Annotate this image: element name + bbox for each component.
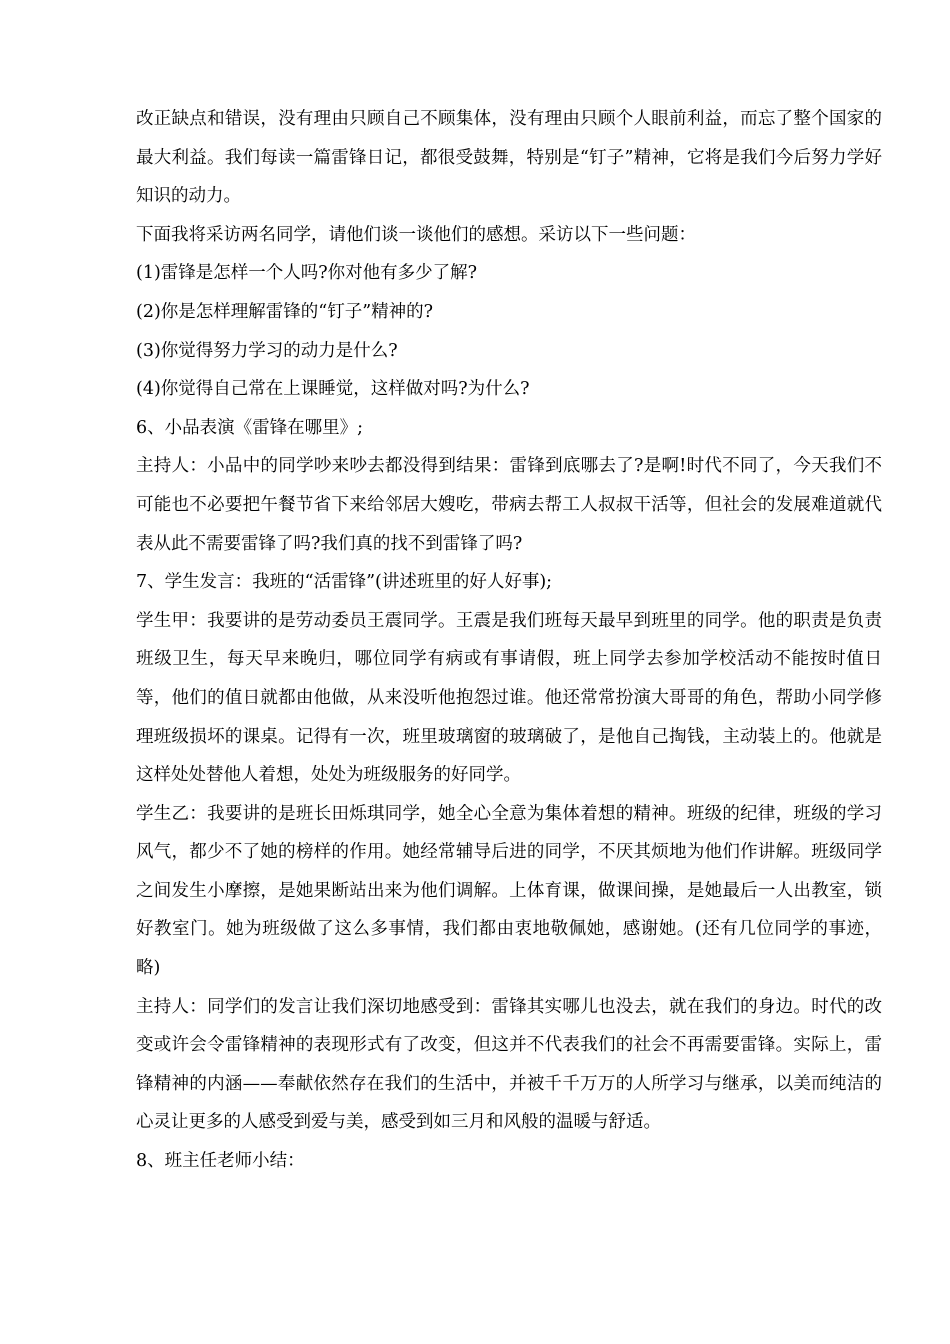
paragraph-host-2: 主持人：同学们的发言让我们深切地感受到：雷锋其实哪儿也没去，就在我们的身边。时代的改变或许会令雷锋精神的表现形式有了改变，但这并不代表我们的社会不再需要雷锋。实际上，雷锋精神的内涵——奉献依然存在我们的生活中，并被千千万万的人所学习与继承，以美而纯洁的心灵让更多的人感受到爱与美，感受到如三月和风般的温暖与舒适。 [136, 996, 882, 1133]
question-4: (4)你觉得自己常在上课睡觉，这样做对吗?为什么? [136, 379, 530, 400]
question-3: (3)你觉得努力学习的动力是什么? [136, 340, 398, 361]
paragraph-continuation: 改正缺点和错误，没有理由只顾自己不顾集体，没有理由只顾个人眼前利益，而忘了整个国家的最大利益。我们每读一篇雷锋日记，都很受鼓舞，特别是“钉子”精神，它将是我们今后努力学好知识的动力。 [136, 109, 882, 207]
question-2: (2)你是怎样理解雷锋的“钉子”精神的? [136, 301, 434, 322]
section-6-heading: 6、小品表演《雷锋在哪里》; [136, 417, 364, 438]
paragraph-student-a: 学生甲：我要讲的是劳动委员王震同学。王震是我们班每天最早到班里的同学。他的职责是负责班级卫生，每天早来晚归，哪位同学有病或有事请假，班上同学去参加学校活动不能按时值日等，他们的值日就都由他做，从来没听他抱怨过谁。他还常常扮演大哥哥的角色，帮助小同学修理班级损坏的课桌。记得有一次，班里玻璃窗的玻璃破了，是他自己掏钱，主动装上的。他就是这样处处替他人着想，处处为班级服务的好同学。 [136, 610, 882, 786]
question-1: (1)雷锋是怎样一个人吗?你对他有多少了解? [136, 263, 478, 284]
paragraph-student-b: 学生乙：我要讲的是班长田烁琪同学，她全心全意为集体着想的精神。班级的纪律，班级的学习风气，都少不了她的榜样的作用。她经常辅导后进的同学，不厌其烦地为他们作讲解。班级同学之间发生小摩擦，是她果断站出来为他们调解。上体育课，做课间操，是她最后一人出教室，锁好教室门。她为班级做了这么多事情，我们都由衷地敬佩她，感谢她。(还有几位同学的事迹，略) [136, 803, 882, 979]
section-7-heading: 7、学生发言：我班的“活雷锋”(讲述班里的好人好事); [136, 572, 553, 593]
document-page [136, 100, 882, 1181]
paragraph-host-1: 主持人：小品中的同学吵来吵去都没得到结果：雷锋到底哪去了?是啊!时代不同了，今天我们不可能也不必要把午餐节省下来给邻居大嫂吃，带病去帮工人叔叔干活等，但社会的发展难道就代表从此不需要雷锋了吗?我们真的找不到雷锋了吗? [136, 456, 882, 554]
paragraph-interview-intro: 下面我将采访两名同学，请他们谈一谈他们的感想。采访以下一些问题： [136, 224, 696, 245]
section-8-heading: 8、班主任老师小结： [136, 1151, 305, 1172]
